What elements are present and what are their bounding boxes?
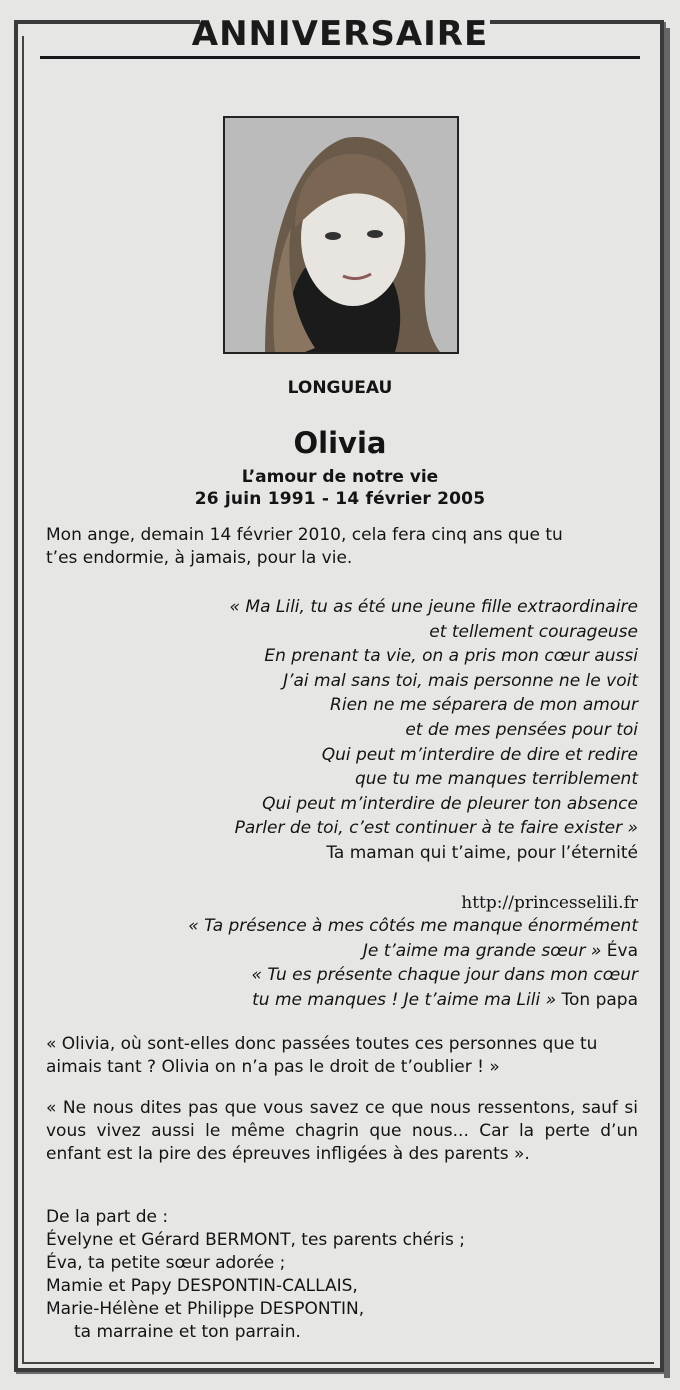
subtitle: L’amour de notre vie xyxy=(241,467,439,487)
poem-line: et tellement courageuse xyxy=(429,621,638,642)
quote-signature-eva: Éva xyxy=(606,940,638,961)
signatory-line: ta marraine et ton parrain. xyxy=(74,1322,301,1342)
poem-line: En prenant ta vie, on a pris mon cœur aussi xyxy=(264,646,638,667)
deceased-name: Olivia xyxy=(293,426,387,460)
intro-paragraph xyxy=(46,524,638,570)
website-link[interactable]: http://princesselili.fr xyxy=(461,893,638,913)
frame-shadow xyxy=(664,28,670,1378)
paragraph-line: « Olivia, où sont-elles donc passées toutes ces personnes que tu xyxy=(46,1034,598,1054)
quote-line: « Tu es présente chaque jour dans mon cœur xyxy=(251,965,638,985)
signatory-line: Évelyne et Gérard BERMONT, tes parents chéris ; xyxy=(46,1230,465,1250)
signatory-line: Éva, ta petite sœur adorée ; xyxy=(46,1253,286,1273)
poem-signature: Ta maman qui t’aime, pour l’éternité xyxy=(326,842,638,863)
poem xyxy=(78,595,638,866)
quote-line-signed xyxy=(58,939,638,964)
poem-line: que tu me manques terriblement xyxy=(355,769,638,790)
signatory-line: Mamie et Papy DESPONTIN-CALLAIS, xyxy=(46,1276,358,1296)
header-rule xyxy=(40,56,640,59)
family-quotes xyxy=(58,914,638,1012)
paragraph-line: aimais tant ? Olivia on n’a pas le droit de t’oublier ! » xyxy=(46,1057,500,1077)
intro-line: Mon ange, demain 14 février 2010, cela fera cinq ans que tu xyxy=(46,525,563,545)
quote-line-signed xyxy=(58,988,638,1013)
city: LONGUEAU xyxy=(287,378,393,398)
poem-line: Parler de toi, c’est continuer à te faire exister » xyxy=(234,818,638,839)
quote-line: Je t’aime ma grande sœur » xyxy=(362,940,602,961)
poem-line: Rien ne me séparera de mon amour xyxy=(330,695,638,716)
poem-line: « Ma Lili, tu as été une jeune fille extraordinaire xyxy=(229,597,638,617)
quote-line: tu me manques ! Je t’aime ma Lili » xyxy=(252,989,557,1010)
poem-line: et de mes pensées pour toi xyxy=(405,719,638,740)
signatory-line: Marie-Hélène et Philippe DESPONTIN, xyxy=(46,1299,365,1319)
poem-line: Qui peut m’interdire de dire et redire xyxy=(321,744,638,765)
quote-line: « Ta présence à mes côtés me manque énormément xyxy=(188,916,638,936)
paragraph-olivia xyxy=(46,1033,638,1079)
portrait-photo xyxy=(223,116,459,354)
poem-line: J’ai mal sans toi, mais personne ne le voit xyxy=(283,670,638,691)
signatories xyxy=(46,1206,638,1344)
page-title: ANNIVERSAIRE xyxy=(191,14,489,54)
poem-line: Qui peut m’interdire de pleurer ton absence xyxy=(262,793,638,814)
signatory-line: De la part de : xyxy=(46,1207,169,1227)
life-dates: 26 juin 1991 - 14 février 2005 xyxy=(194,489,486,509)
portrait-silhouette-icon xyxy=(225,118,457,352)
paragraph-grief: « Ne nous dites pas que vous savez ce que nous ressentons, sauf si vous vivez aussi le même chagrin que nous... Car la perte d’un enfant est la pire des épreuves infligées à des parents ». xyxy=(46,1098,638,1164)
quote-signature-papa: Ton papa xyxy=(561,989,638,1010)
intro-line: t’es endormie, à jamais, pour la vie. xyxy=(46,548,353,568)
